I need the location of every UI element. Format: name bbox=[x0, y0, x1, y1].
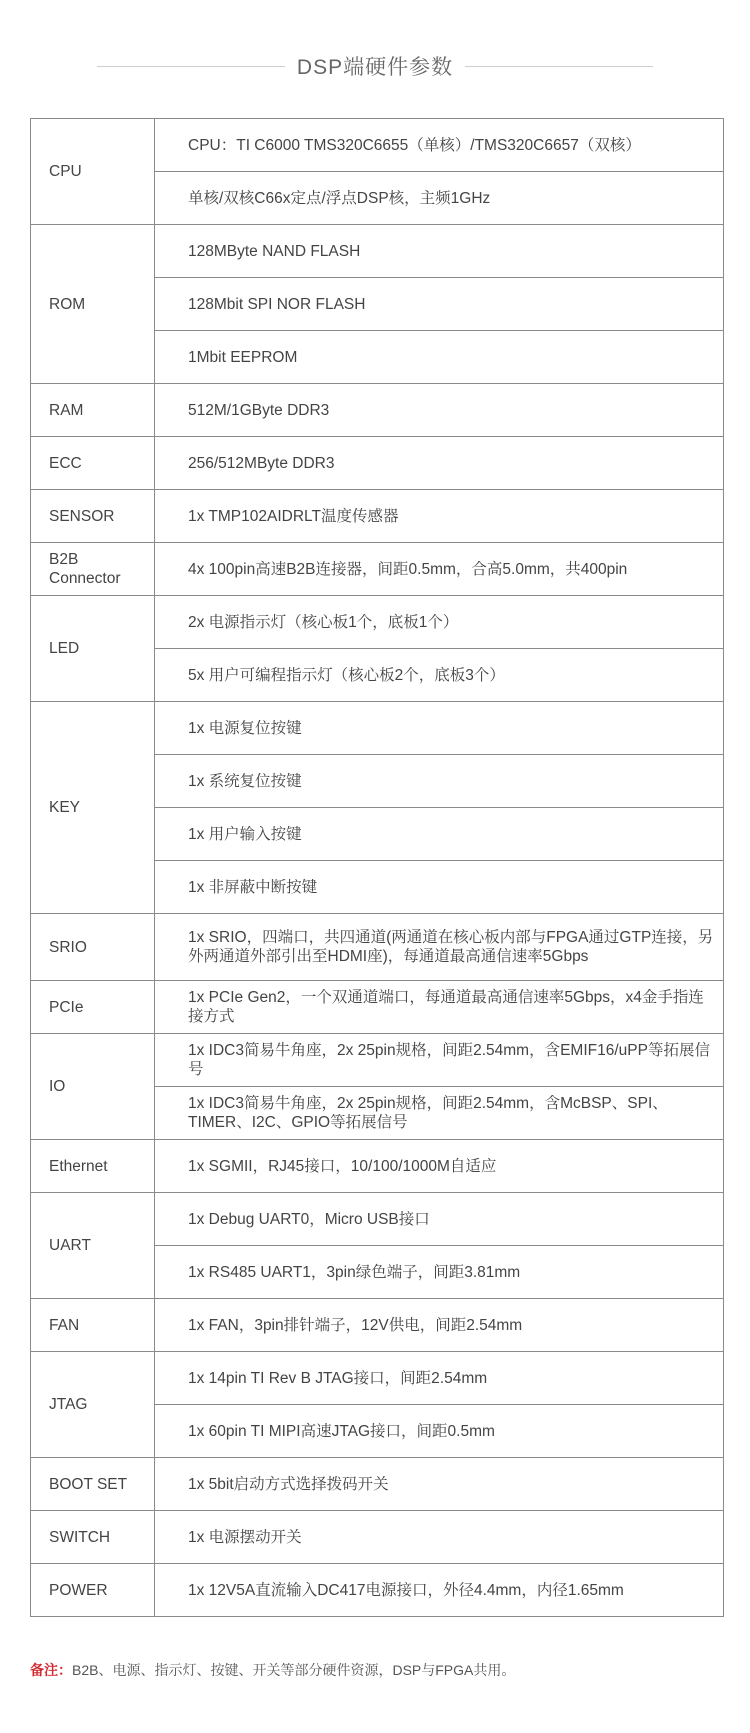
spec-row-boot-set bbox=[31, 1458, 724, 1511]
spec-value: 1x RS485 UART1，3pin绿色端子，间距3.81mm bbox=[155, 1246, 724, 1299]
spec-value: 1x FAN，3pin排针端子，12V供电，间距2.54mm bbox=[155, 1299, 724, 1352]
spec-category: SWITCH bbox=[31, 1511, 155, 1564]
spec-row-ecc bbox=[31, 437, 724, 490]
spec-category: UART bbox=[31, 1193, 155, 1299]
spec-value: 1x 12V5A直流输入DC417电源接口，外径4.4mm，内径1.65mm bbox=[155, 1564, 724, 1617]
spec-value: 256/512MByte DDR3 bbox=[155, 437, 724, 490]
spec-row-switch bbox=[31, 1511, 724, 1564]
spec-value: 1x TMP102AIDRLT温度传感器 bbox=[155, 490, 724, 543]
title-divider-left bbox=[97, 66, 285, 67]
spec-row-ethernet bbox=[31, 1140, 724, 1193]
spec-row-ram bbox=[31, 384, 724, 437]
spec-value: 128Mbit SPI NOR FLASH bbox=[155, 278, 724, 331]
spec-value: 128MByte NAND FLASH bbox=[155, 225, 724, 278]
spec-row-srio bbox=[31, 914, 724, 981]
spec-value: 1x 非屏蔽中断按键 bbox=[155, 861, 724, 914]
spec-value: CPU：TI C6000 TMS320C6655（单核）/TMS320C6657（双核） bbox=[155, 119, 724, 172]
spec-row-io bbox=[31, 1034, 724, 1087]
spec-category: B2B Connector bbox=[31, 543, 155, 596]
spec-value: 1x SGMII，RJ45接口，10/100/1000M自适应 bbox=[155, 1140, 724, 1193]
spec-value: 1x 5bit启动方式选择拨码开关 bbox=[155, 1458, 724, 1511]
spec-category: FAN bbox=[31, 1299, 155, 1352]
spec-row-pcie bbox=[31, 981, 724, 1034]
spec-value: 1x IDC3简易牛角座，2x 25pin规格，间距2.54mm，含EMIF16/uPP等拓展信号 bbox=[155, 1034, 724, 1087]
spec-category: Ethernet bbox=[31, 1140, 155, 1193]
spec-category: ECC bbox=[31, 437, 155, 490]
spec-category: ROM bbox=[31, 225, 155, 384]
spec-value: 单核/双核C66x定点/浮点DSP核，主频1GHz bbox=[155, 172, 724, 225]
spec-value: 1x IDC3简易牛角座，2x 25pin规格，间距2.54mm，含McBSP、SPI、TIMER、I2C、GPIO等拓展信号 bbox=[155, 1087, 724, 1140]
spec-value: 5x 用户可编程指示灯（核心板2个，底板3个） bbox=[155, 649, 724, 702]
spec-value: 1x 电源摆动开关 bbox=[155, 1511, 724, 1564]
spec-value: 1x 用户输入按键 bbox=[155, 808, 724, 861]
spec-row-uart bbox=[31, 1193, 724, 1246]
spec-value: 1x 14pin TI Rev B JTAG接口，间距2.54mm bbox=[155, 1352, 724, 1405]
spec-value: 4x 100pin高速B2B连接器，间距0.5mm，合高5.0mm，共400pin bbox=[155, 543, 724, 596]
spec-value: 2x 电源指示灯（核心板1个，底板1个） bbox=[155, 596, 724, 649]
spec-row-power bbox=[31, 1564, 724, 1617]
page-title: DSP端硬件参数 bbox=[296, 56, 454, 79]
spec-category: SENSOR bbox=[31, 490, 155, 543]
hardware-spec-table bbox=[30, 118, 724, 1617]
spec-value: 1x 60pin TI MIPI高速JTAG接口，间距0.5mm bbox=[155, 1405, 724, 1458]
spec-category: LED bbox=[31, 596, 155, 702]
spec-row-key bbox=[31, 702, 724, 755]
title-divider-right bbox=[465, 66, 653, 67]
spec-row-jtag bbox=[31, 1352, 724, 1405]
spec-row-sensor bbox=[31, 490, 724, 543]
spec-category: JTAG bbox=[31, 1352, 155, 1458]
spec-value: 1x SRIO，四端口，共四通道(两通道在核心板内部与FPGA通过GTP连接，另外两通道外部引出至HDMI座)，每通道最高通信速率5Gbps bbox=[155, 914, 724, 981]
spec-row-led bbox=[31, 596, 724, 649]
spec-value: 1x 电源复位按键 bbox=[155, 702, 724, 755]
spec-category: POWER bbox=[31, 1564, 155, 1617]
spec-value: 1x PCIe Gen2，一个双通道端口，每通道最高通信速率5Gbps，x4金手指连接方式 bbox=[155, 981, 724, 1034]
footnote-text: B2B、电源、指示灯、按键、开关等部分硬件资源，DSP与FPGA共用。 bbox=[72, 1662, 516, 1678]
spec-category: PCIe bbox=[31, 981, 155, 1034]
spec-category: SRIO bbox=[31, 914, 155, 981]
spec-value: 1Mbit EEPROM bbox=[155, 331, 724, 384]
spec-value: 512M/1GByte DDR3 bbox=[155, 384, 724, 437]
spec-value: 1x Debug UART0，Micro USB接口 bbox=[155, 1193, 724, 1246]
spec-row-cpu bbox=[31, 119, 724, 172]
spec-category: BOOT SET bbox=[31, 1458, 155, 1511]
spec-value: 1x 系统复位按键 bbox=[155, 755, 724, 808]
footnote bbox=[30, 1660, 724, 1680]
spec-row-fan bbox=[31, 1299, 724, 1352]
footnote-label: 备注： bbox=[30, 1662, 72, 1678]
spec-row-b2b-connector bbox=[31, 543, 724, 596]
spec-category: CPU bbox=[31, 119, 155, 225]
page-header bbox=[0, 48, 750, 84]
spec-category: IO bbox=[31, 1034, 155, 1140]
spec-row-rom bbox=[31, 225, 724, 278]
spec-category: KEY bbox=[31, 702, 155, 914]
spec-category: RAM bbox=[31, 384, 155, 437]
